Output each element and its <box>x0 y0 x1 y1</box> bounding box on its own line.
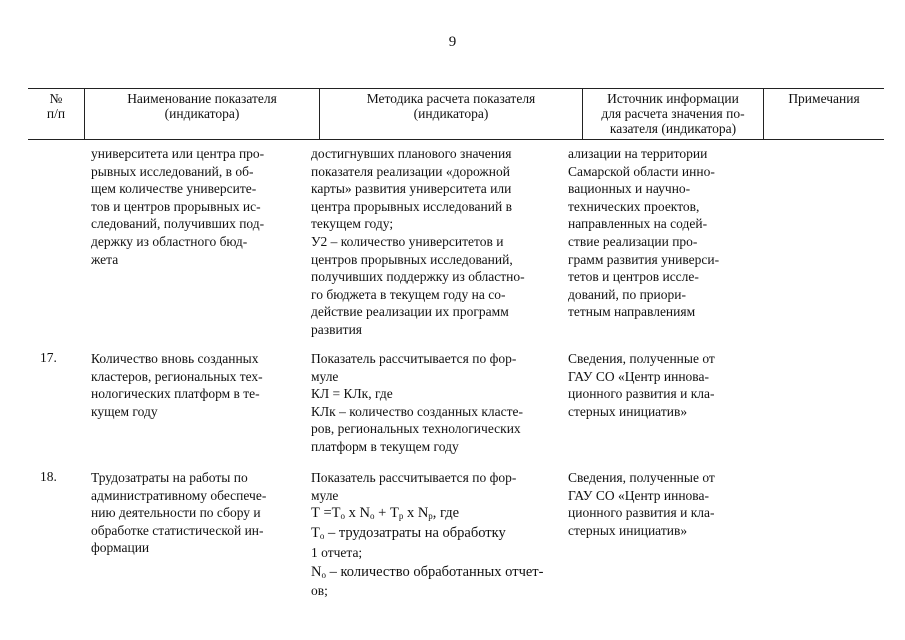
page-number: 9 <box>448 34 457 50</box>
table-header <box>28 88 884 140</box>
formula-subscript: о <box>370 511 375 521</box>
formula-part: Т <box>311 525 320 541</box>
header-col-number: № п/п <box>46 91 66 121</box>
header-col-method: Методика расчета показателя (индикатора) <box>366 91 536 121</box>
row-18-to-line2: 1 отчета; <box>311 545 363 560</box>
formula-part: – трудозатраты на обработку <box>324 525 506 541</box>
row-17-name: Количество вновь созданных кластеров, региональных тех- нологических платформ в те- кущем году <box>91 351 263 419</box>
formula-subscript: о <box>321 570 326 580</box>
formula-part: х N <box>403 505 429 521</box>
row-cont-name: университета или центра про- рывных исследований, в об- щем количестве университе- тов и центров прорывных ис- следований, получивших под- держку из областного бюд- жета <box>91 146 265 267</box>
formula-part: , где <box>432 505 460 521</box>
row-cont-method: достигнувших планового значения показателя реализации «дорожной карты» развития университета или центра прорывных исследований в текущем году; У2 – количество университетов и центров прорывных исследований, получивших поддержку из областно- го бюджета в текущем году на со- действие реализации их программ развития <box>311 146 525 337</box>
formula-part: Т <box>311 505 320 521</box>
row-18-to-line <box>311 525 561 546</box>
formula-part: – количество обработанных отчет- <box>325 564 544 580</box>
row-18-source: Сведения, полученные от ГАУ СО «Центр иннова- ционного развития и кла- стерных инициатив» <box>568 470 715 538</box>
formula-subscript: р <box>428 511 433 521</box>
row-18-method-intro: Показатель рассчитывается по фор- муле <box>311 470 517 503</box>
row-18-number: 18. <box>40 469 57 484</box>
formula-part: + Т <box>374 505 399 521</box>
formula-subscript: р <box>398 511 404 521</box>
header-col-source: Источник информации для расчета значения по- казателя (индикатора) <box>601 91 745 136</box>
formula-subscript: о <box>340 511 346 521</box>
formula-part: N <box>311 564 322 580</box>
row-cont-source: ализации на территории Самарской области инно- вационных и научно- технических проектов, направленных на содей- ствие реализации про- грамм развития универси- тетов и центров иссле- дований, по приори- тетным направлениям <box>568 146 720 320</box>
header-col-name: Наименование показателя (индикатора) <box>127 91 277 121</box>
row-18-formula <box>311 505 561 526</box>
row-18-name: Трудозатраты на работы по административному обеспече- нию деятельности по сбору и обработке статистической ин- формации <box>91 470 267 556</box>
row-17-source: Сведения, полученные от ГАУ СО «Центр иннова- ционного развития и кла- стерных инициатив» <box>568 351 715 419</box>
formula-subscript: о <box>319 531 325 541</box>
row-17-method: Показатель рассчитывается по фор- муле КЛ = КЛк, где КЛк – количество созданных класте- ров, региональных технологических платформ в текущем году <box>311 351 524 454</box>
formula-part: х N <box>345 505 371 521</box>
header-col-notes: Примечания <box>788 91 860 106</box>
row-18-no-line2: ов; <box>311 583 328 598</box>
formula-part: =Т <box>319 505 341 521</box>
row-17-number: 17. <box>40 350 57 365</box>
